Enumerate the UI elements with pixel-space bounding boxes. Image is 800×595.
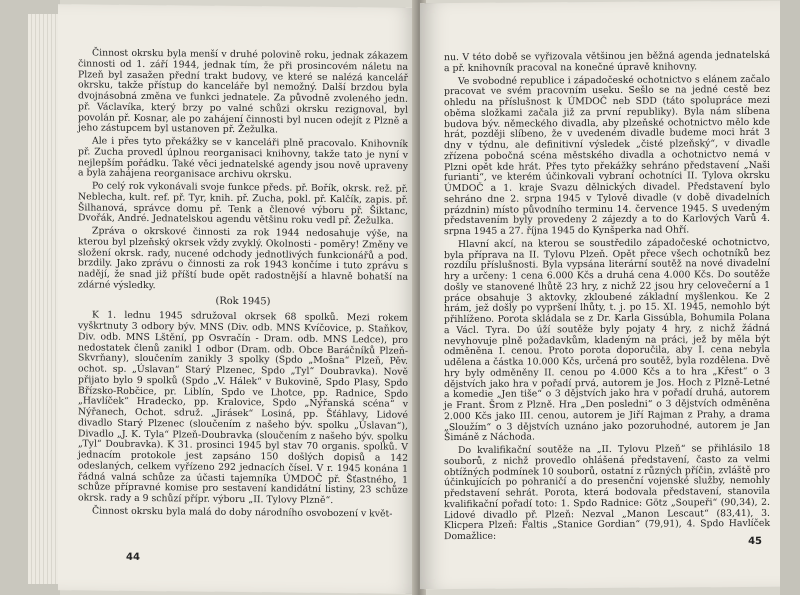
paragraph: Činnost okrsku byla menší v druhé polovině roku, jednak zákazem činnosti od 1. září 1944, jednak tím, že při prosincovém náletu na Plzeň byl zasažen přední trakt budovy, ve které se nalézá kancelář okrsku, takže přístup do kanceláře byl nemožný. Další brzdou byla dvojnásobná změna ve funkci jednatele. Za původně zvoleného jedn. př. Václavíka, který brzy po valné schůzi okrsku rezignoval, byl povolán př. Kosnar, ale po zahájení činnosti byl nucen odejít z Plzně a jeho zástupcem byl ustanoven př. Žežulka. bbox=[78, 47, 408, 136]
paragraph: Ve svobodné republice i západočeské ochotnictvo s elánem začalo pracovat ve svém pracovním useku. Sešlo se na jedné cestě bez ohledu na příslušnost k ÚMDOČ neb SDD (táto spolupráce mezi oběma složkami začala již za první republiky). Byla nám slíbena budova býv. německého divadla, aby plzeňské ochotnictvo mělo kde hrát, později slíbeno, že v uvedeném divadle budeme moci hrát 3 dny v týdnu, ale definitivní výsledek „čisté plzeňský“, v divadle zřízena pobočná scéna městského divadla a ochotnictvo nemá v Plzni opět kde hrát. Přes tyto překážky sehráno představení „Naši furianti“, ve kterém účinkovali vybraní ochotníci II. Tylova okrsku ÚMDOČ a 1. kraje Svazu dělnických divadel. Představení bylo sehráno dne 2. srpna 1945 v Tylově divadle (v době divadelních prázdnin) místo původního terminu 14. července 1945. S uvedeným představením byly provedeny 2 zájezdy a to do Karlových Varů 4. srpna 1945 a 27. října 1945 do Kynšperka nad Ohří. bbox=[444, 73, 770, 238]
page-number: 44 bbox=[126, 551, 140, 563]
paragraph: Do kvalifikační soutěže na „II. Tylovu Plzeň“ se přihlásilo 18 souborů, z nichž provedlo ohlášená představení, často za velmi obtížných podmínek 10 souborů, ostatní z různých příčin, zvláště pro účinkujících po pohraničí a do presenční vojenské služby, nemohly představení sehrát. Porota, která bodovala představení, stanovila kvalifikační pořadí toto: 1. Spdo Radnice: Götz „Soupeři“ (90,34), 2. Lidové divadlo př. Plzeň: Nezval „Manon Lescaut“ (83,41), 3. Klicpera Plzeň: Faltis „Stanice Gordian“ (79,91), 4. Spdo Havlíček Domažlice: bbox=[444, 442, 770, 543]
paragraph: Ale i přes tyto překážky se v kanceláři plně pracovalo. Knihovník př. Zucha provedl úplnou reorganisaci knihovny, takže tato je nyní v nejlepším pořádku. Také věci jednatelské agendy jsou nově upraveny a byla zahájena reorganisace archivu okrsku. bbox=[78, 135, 408, 181]
right-page-text bbox=[444, 51, 770, 545]
paragraph: nu. V této době se vyřizovala většinou jen běžná agenda jednatelská a př. knihovník pracoval na konečné úpravě knihovny. bbox=[444, 49, 770, 74]
paragraph: Činnost okrsku byla malá do doby národního osvobození v květ- bbox=[92, 505, 393, 520]
paragraph: Hlavní akcí, na kterou se soustředilo západočeské ochotnictvo, byla příprava na II. Tylovu Plzeň. Opět přece všech ochotníků bez rozdílu příslušnosti. Byla vypsána literární soutěž na nové divadelní hry a určeny: 1 cena 6.000 Kčs a druhá cena 4.000 Kčs. Do soutěže došly ve stanovené lhůtě 23 hry, z nichž 22 jsou hry celovečerní a 1 práce obsahuje 3 aktovky, zkloubené základní myšlenkou. Ke 2 hrám, jež došly po vypršení lhůty, t. j. po 15. XI. 1945, nemohlo být přihlíženo. Porota skládala se z Dr. Karla Gissúbla, Bohumila Polana a Václ. Tyra. Do úží soutěže byly pojaty 4 hry, z nichž žádná nevyhovuje plně požadavkům, kladeným na práci, jež by měla být odměněna I. cenou. Proto porota doporučila, aby I. cena nebyla udělena a částka 10.000 Kčs, určená pro soutěž, byla rozdělena. Dvě hry byly odměněny II. cenou po 4.000 Kčs a to hra „Křest“ o 3 dějstvích jako hra v pořadí prvá, autorem je Jos. Hoch z Plzně-Letné a komedie „Jen tiše“ o 3 dějstvích jako hra v pořadí druhá, autorem je Frant. Šrom z Plzně. Hra „Den posledni“ o 3 dějstvích odměněna 2.000 Kčs jako III. cenou, autorem je Jiří Rajman z Prahy, a drama „Sloužím“ o 3 dějstvích uznáno jako pozoruhodné, autorem je Jan Šimáně z Náchoda. bbox=[444, 236, 770, 444]
left-page-text bbox=[78, 48, 408, 522]
background-right bbox=[780, 0, 800, 595]
paragraph: Zpráva o okrskové činnosti za rok 1944 nedosahuje výše, na kterou byl plzeňský okrsek vždy zvyklý. Okolnosti - poměry! Změny ve složení okrsk. rady, nucené odchody jednotlivých funkcionářů a pod. brzdily. Jako zprávu o činnosti za rok 1943 končíme i tuto zprávu s nadějí, že snad již příští bude opět radostnější a hlavně bohatší na zdárné výsledky. bbox=[78, 225, 408, 291]
section-heading: (Rok 1945) bbox=[215, 295, 271, 307]
paragraph: K 1. lednu 1945 sdružoval okrsek 68 spolků. Mezi rokem vyškrtnuty 3 odbory býv. MNS (Div. odb. MNS Kvíčovice, p. Staňkov, Div. odb. MNS Lštění, pp Osvračín - Dram. odb. MNS Ledce), pro nedostatek členů zanikl 1 odbor (Dram. odb. Obce Baráčníků Plzeň-Skvrňany), sloučením zanikly 3 spolky (Spdo „Mošna“ Plzeň, Pěv. ochot. sp. „Úslavan“ Starý Plzenec, Spdo „Tyl“ Doubravka). Nově přijato bylo 9 spolků (Spdo „V. Hálek“ v Bukovině, Spdo Plasy, Spdo Břízsko-Robčice, pr. Liblín, Spdo ve Lhotce, pp. Radnice, Spdo „Havlíček“ Hradecko, pp. Kralovice, Spdo „Nýřanská scéna“ v Nýřanech, Ochot. sdruž. „Jirásek“ Losiná, pp. Šťáhlavy, Lidové divadlo Starý Plzenec (sloučením z našeho býv. spolku „Úslavan“), Divadlo „J. K. Tyla“ Plzeň-Doubravka (sloučením z našeho býv. spolku „Tyl“ Doubravka). K 31. prosinci 1945 byl stav 70 organis. spolků. V jednacím protokole jest zapsáno 150 došlých dopisů a 142 odeslaných, celkem vyřízeno 292 jednacích čísel. V r. 1945 konána 1 řádná valná schůze za účasti tajemníka ÚMDOČ př. Šťastného, 1 schůze přípravné komise pro sestavení kandidátní listiny, 23 schůze okrsk. rady a 9 schůzí přípr. výboru „II. Tylovy Plzně“. bbox=[78, 309, 408, 506]
paragraph: Po celý rok vykonávali svoje funkce předs. př. Bořík, okrsk. rež. př. Neblecha, kult. ref. př. Tyr, knih. př. Zucha, pokl. př. Kalčík, zapis. př. Šilhanová, správce domu př. Tenk a členové výboru př. Šiktanc, Dvořák, André. Jednatelskou agendu většinu roku vedl př. Žežulka. bbox=[78, 180, 408, 227]
page-number: 45 bbox=[748, 535, 762, 547]
right-page bbox=[420, 1, 788, 590]
left-page bbox=[58, 4, 418, 594]
